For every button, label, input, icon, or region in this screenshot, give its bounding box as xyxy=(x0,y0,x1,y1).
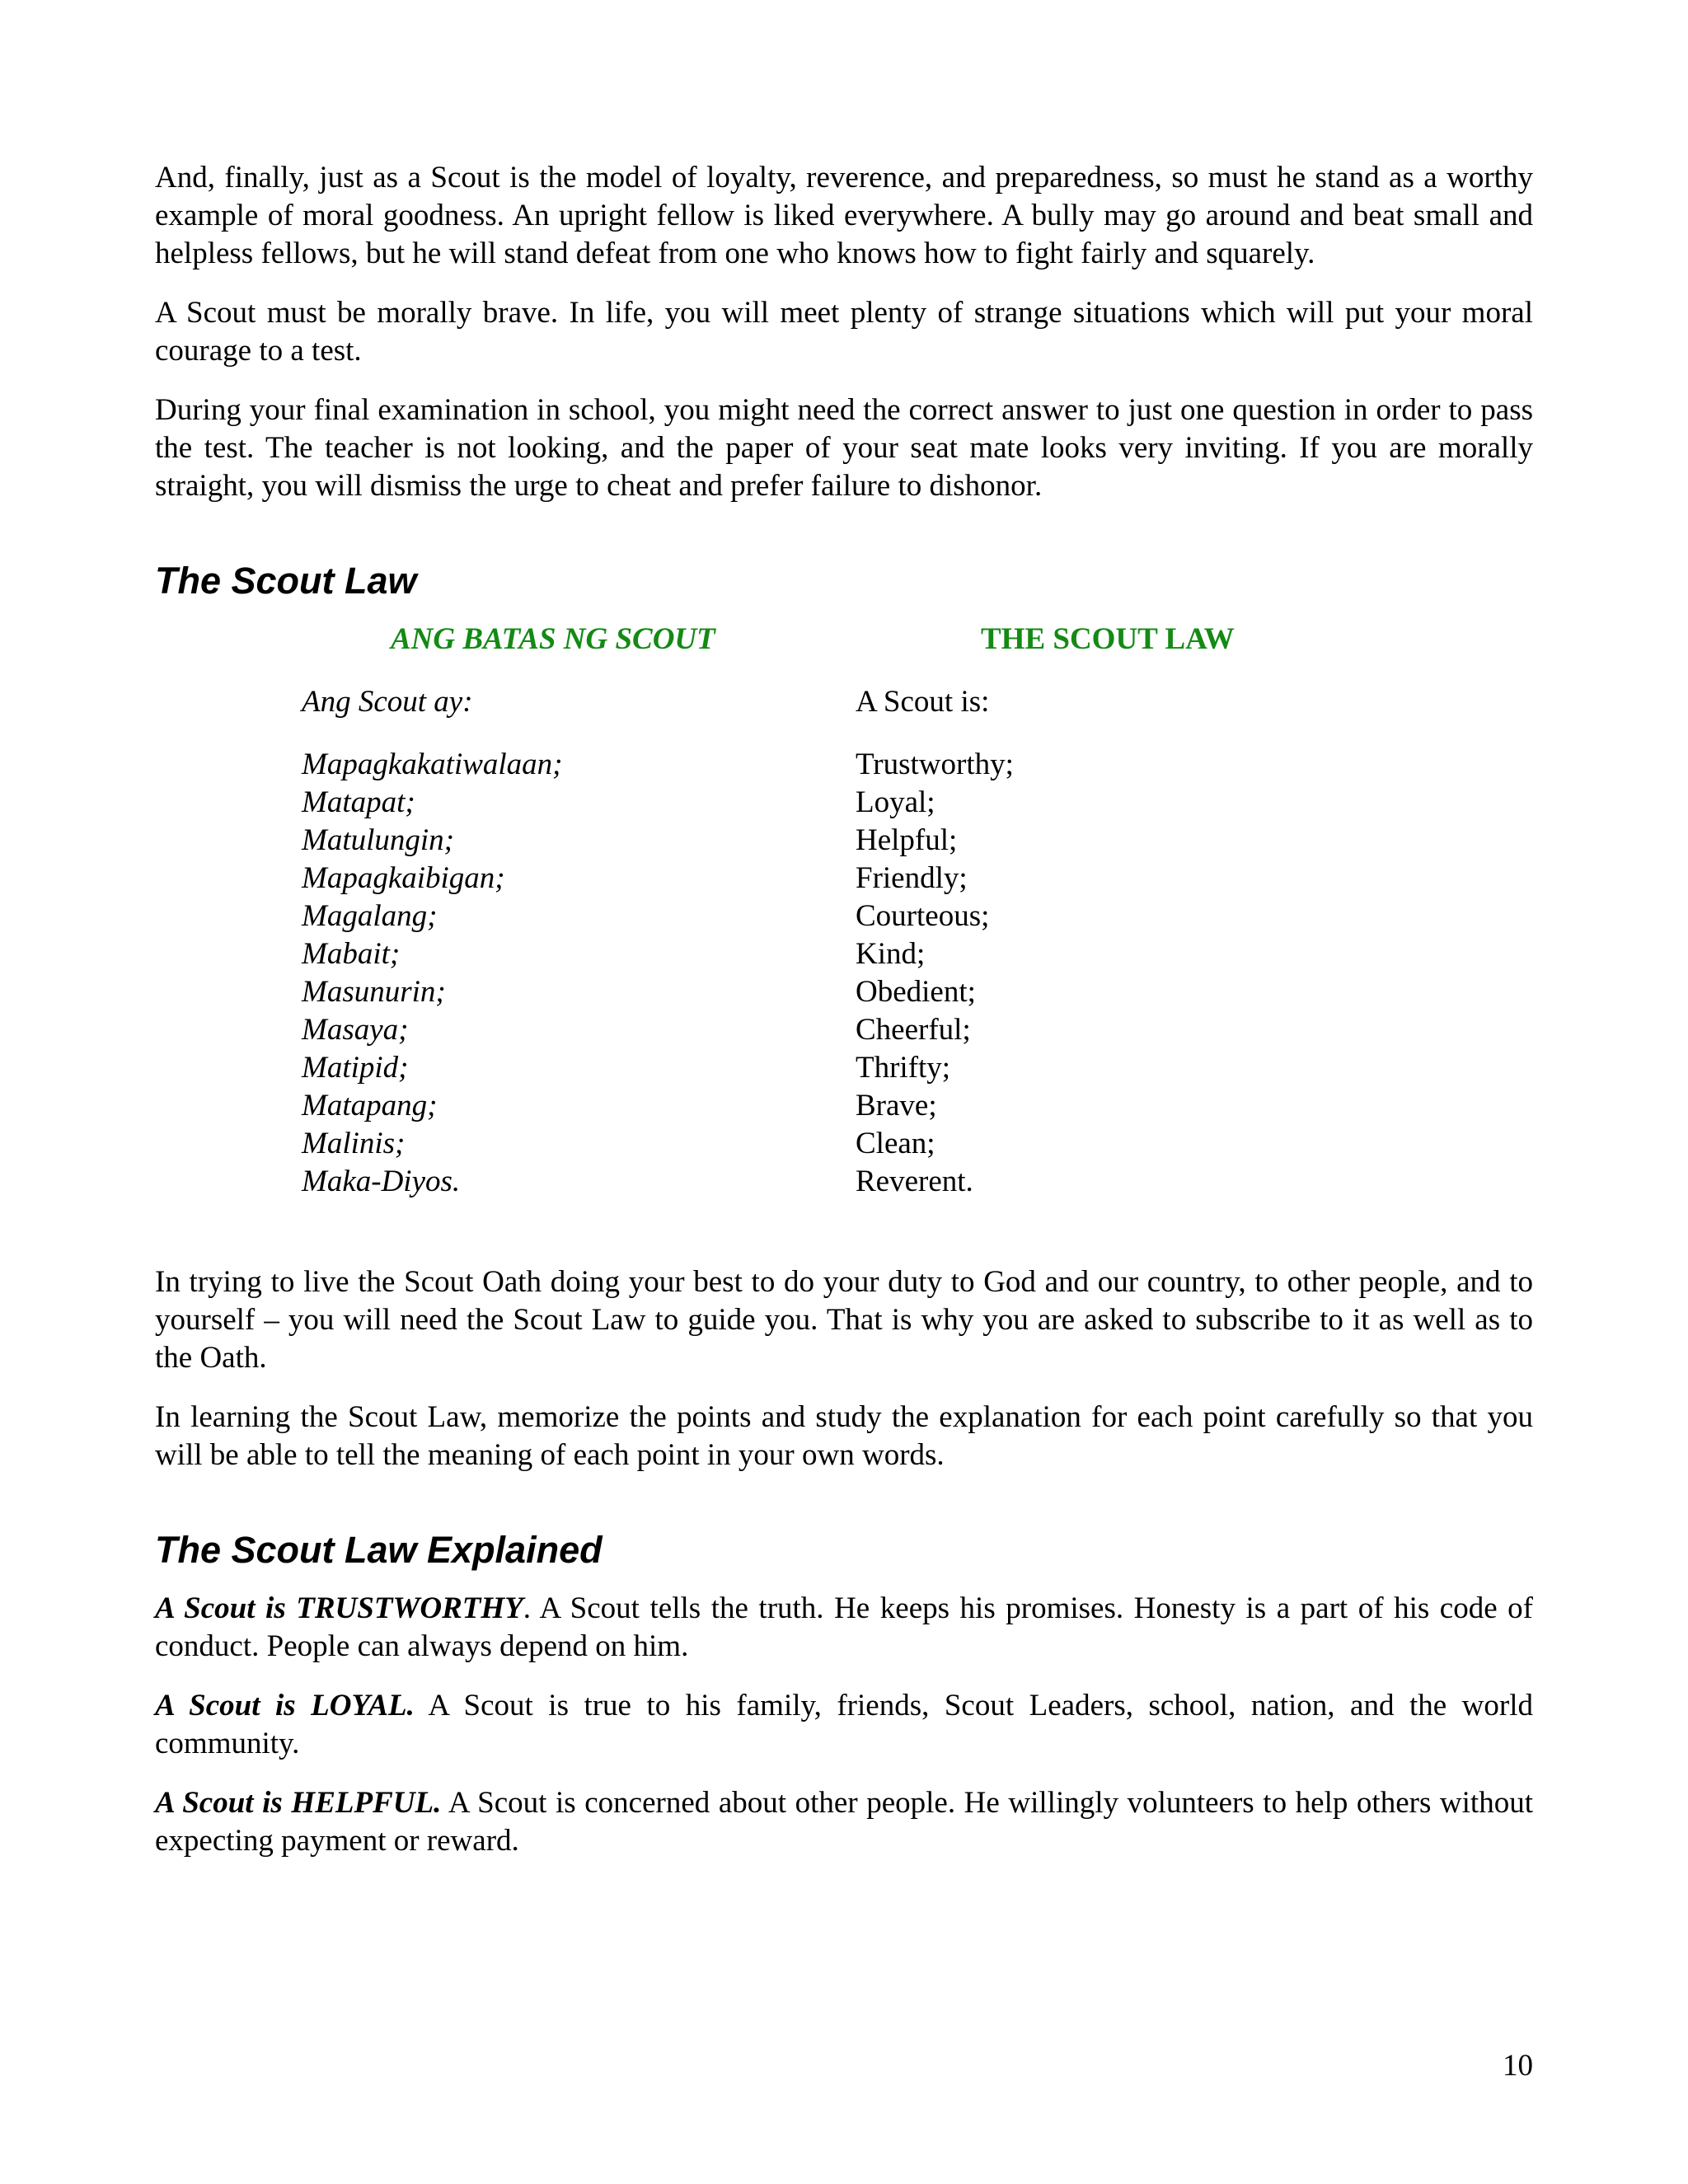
english-law-item: Thrifty; xyxy=(856,1051,951,1085)
english-law-item: Reverent. xyxy=(856,1165,973,1198)
heading-scout-law: The Scout Law xyxy=(155,560,417,602)
explained-helpful xyxy=(155,1784,1533,1860)
explained-text: A Scout is concerned about other people. He willingly volunteers to help others without expecting payment or reward. xyxy=(155,1786,1533,1858)
explained-trustworthy xyxy=(155,1590,1533,1666)
filipino-law-item: Matapat; xyxy=(302,785,415,819)
filipino-law-item: Masunurin; xyxy=(302,975,446,1009)
english-law-item: Courteous; xyxy=(856,899,990,933)
paragraph-learning-law: In learning the Scout Law, memorize the points and study the explanation for each point carefully so that you will be able to tell the meaning of each point in your own words. xyxy=(155,1400,1533,1472)
filipino-law-title: ANG BATAS NG SCOUT xyxy=(391,622,715,656)
english-law-item: Helpful; xyxy=(856,823,958,857)
paragraph-final-examination: During your final examination in school, you might need the correct answer to just one question in order to pass the test. The teacher is not looking, and the paper of your seat mate looks very inviting. If you are morally straight, you will dismiss the urge to cheat and prefer failure to dishonor. xyxy=(155,393,1533,503)
page-content xyxy=(155,159,1533,1882)
explained-lead: A Scout is LOYAL. xyxy=(155,1689,415,1722)
explained-loyal xyxy=(155,1687,1533,1763)
filipino-law-item: Matulungin; xyxy=(302,823,454,857)
explained-lead: A Scout is HELPFUL. xyxy=(155,1786,442,1820)
filipino-law-item: Maka-Diyos. xyxy=(302,1165,461,1198)
filipino-law-item: Magalang; xyxy=(302,899,438,933)
english-law-item: Clean; xyxy=(856,1127,935,1160)
english-law-item: Trustworthy; xyxy=(856,748,1014,781)
english-law-item: Brave; xyxy=(856,1089,937,1122)
paragraph-morally-brave: A Scout must be morally brave. In life, you will meet plenty of strange situations which will put your moral courage to a test. xyxy=(155,296,1533,368)
filipino-law-item: Mapagkakatiwalaan; xyxy=(302,748,563,781)
filipino-law-item: Matipid; xyxy=(302,1051,409,1085)
explained-text: . A Scout tells the truth. He keeps his promises. Honesty is a part of his code of conduct. People can always depend on him. xyxy=(155,1591,1533,1663)
english-law-column xyxy=(856,621,1432,1201)
english-law-item: Obedient; xyxy=(856,975,976,1009)
filipino-law-intro: Ang Scout ay: xyxy=(302,685,473,719)
filipino-law-item: Mapagkaibigan; xyxy=(302,861,505,895)
filipino-law-item: Mabait; xyxy=(302,937,401,971)
scout-law-table xyxy=(155,621,1533,1263)
explained-text: A Scout is true to his family, friends, Scout Leaders, school, nation, and the world community. xyxy=(155,1689,1533,1760)
filipino-law-item: Malinis; xyxy=(302,1127,406,1160)
explained-lead: A Scout is TRUSTWORTHY xyxy=(155,1591,523,1625)
filipino-law-item: Matapang; xyxy=(302,1089,438,1122)
heading-scout-law-explained: The Scout Law Explained xyxy=(155,1529,603,1571)
english-law-item: Loyal; xyxy=(856,785,935,819)
english-law-intro: A Scout is: xyxy=(856,685,990,719)
filipino-law-item: Masaya; xyxy=(302,1013,409,1047)
paragraph-moral-goodness: And, finally, just as a Scout is the model of loyalty, reverence, and preparedness, so must he stand as a worthy example of moral goodness. An upright fellow is liked everywhere. A bully may go around and beat small and helpless fellows, but he will stand defeat from one who knows how to fight fairly and squarely. xyxy=(155,161,1533,270)
page-number: 10 xyxy=(1503,2049,1533,2083)
filipino-law-column xyxy=(302,621,796,1201)
english-law-item: Cheerful; xyxy=(856,1013,971,1047)
paragraph-scout-oath: In trying to live the Scout Oath doing your best to do your duty to God and our country, to other people, and to yourself – you will need the Scout Law to guide you. That is why you are asked to subscribe to it as well as to the Oath. xyxy=(155,1265,1533,1375)
english-law-item: Kind; xyxy=(856,937,926,971)
english-law-item: Friendly; xyxy=(856,861,968,895)
english-law-title: THE SCOUT LAW xyxy=(981,622,1235,656)
